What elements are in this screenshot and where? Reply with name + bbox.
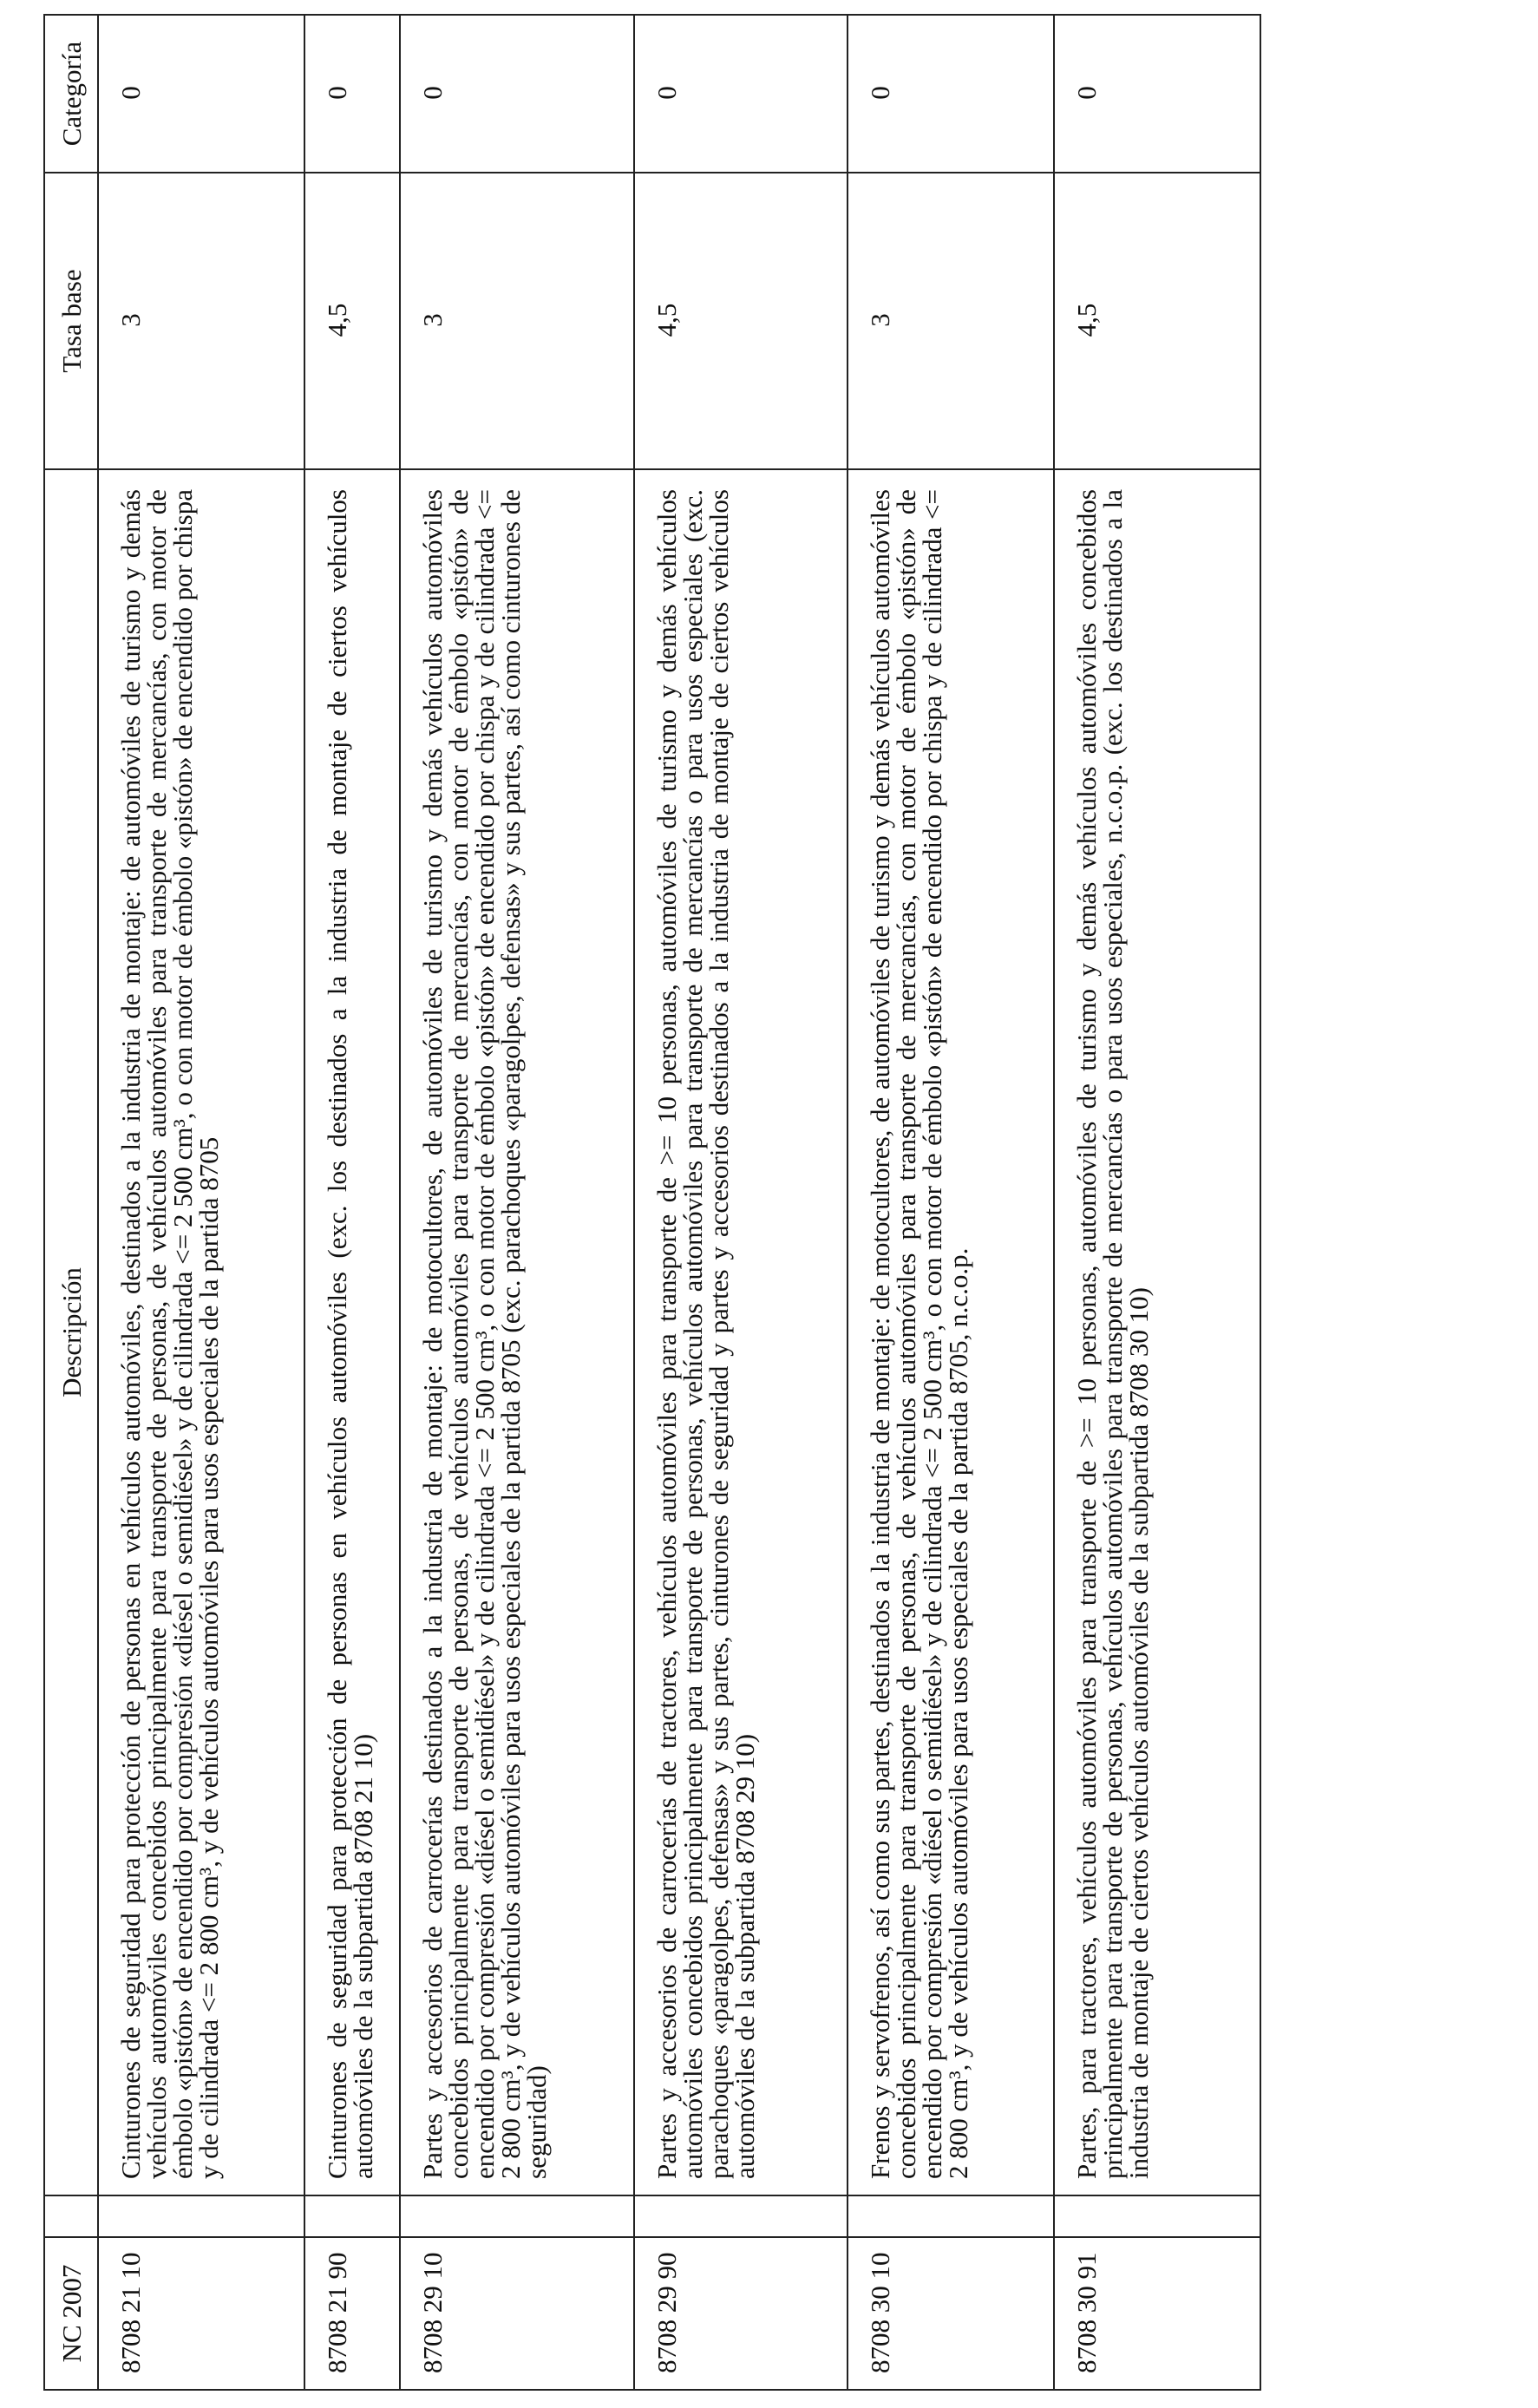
- cell-code: 8708 21 90: [304, 2237, 400, 2390]
- cell-code: 8708 21 10: [98, 2237, 304, 2390]
- cell-description: Cinturones de seguridad para protección de personas en vehículos automóviles (exc. los destinados a la industria de montaje de ciertos vehículos automóviles de la subpartida 8708 21 10): [304, 469, 400, 2195]
- cell-description: Frenos y servofrenos, así como sus partes, destinados a la industria de montaje: de motocultores, de automóviles de turismo y demás vehículos automóviles concebidos principalmente para transporte de personas, de vehículos automóviles para transporte de mercancías, con motor de émbolo «pistón» de encendido por compresión «diésel o semidiésel» y de cilindrada <= 2 500 cm³, o con motor de émbolo «pistón» de encendido por chispa y de cilindrada <= 2 800 cm³, y de vehículos automóviles para usos especiales de la partida 8705, n.c.o.p.: [848, 469, 1054, 2195]
- header-row: [44, 15, 98, 2390]
- table-row: [634, 15, 848, 2390]
- header-spacer: [44, 2195, 98, 2237]
- header-description: Descripción: [44, 469, 98, 2195]
- table-row: [98, 15, 304, 2390]
- cell-code: 8708 29 10: [400, 2237, 634, 2390]
- rotated-page: [43, 16, 1261, 2391]
- table-row: [848, 15, 1054, 2390]
- cell-description: Partes, para tractores, vehículos automóviles para transporte de >= 10 personas, automóviles de turismo y demás vehículos automóviles concebidos principalmente para transporte de personas, vehículos automóviles para transporte de mercancías o para usos especiales, n.c.o.p. (exc. los destinados a la industria de montaje de ciertos vehículos automóviles de la subpartida 8708 30 10): [1054, 469, 1260, 2195]
- cell-category: 0: [634, 15, 848, 173]
- cell-description: Cinturones de seguridad para protección de personas en vehículos automóviles, destinados a la industria de montaje: de automóviles de turismo y demás vehículos automóviles concebidos principalmente para transporte de personas, de vehículos automóviles para transporte de mercancías, con motor de émbolo «pistón» de encendido por compresión «diésel o semidiésel» y de cilindrada <= 2 500 cm³, o con motor de émbolo «pistón» de encendido por chispa y de cilindrada <= 2 800 cm³, y de vehículos automóviles para usos especiales de la partida 8705: [98, 469, 304, 2195]
- table-row: [1054, 15, 1260, 2390]
- cell-category: 0: [1054, 15, 1260, 173]
- cell-category: 0: [400, 15, 634, 173]
- cell-rate: 3: [98, 173, 304, 469]
- cell-spacer: [1054, 2195, 1260, 2237]
- cell-category: 0: [98, 15, 304, 173]
- cell-rate: 3: [400, 173, 634, 469]
- cell-spacer: [848, 2195, 1054, 2237]
- cell-description: Partes y accesorios de carrocerías destinados a la industria de montaje: de motocultores, de automóviles de turismo y demás vehículos automóviles concebidos principalmente para transporte de personas, de vehículos automóviles para transporte de mercancías, con motor de émbolo «pistón» de encendido por compresión «diésel o semidiésel» y de cilindrada <= 2 500 cm³, o con motor de émbolo «pistón» de encendido por chispa y de cilindrada <= 2 800 cm³, y de vehículos automóviles para usos especiales de la partida 8705 (exc. parachoques «paragolpes, defensas» y sus partes, así como cinturones de seguridad): [400, 469, 634, 2195]
- cell-rate: 4,5: [1054, 173, 1260, 469]
- cell-spacer: [98, 2195, 304, 2237]
- tariff-table: [43, 14, 1261, 2391]
- header-code: NC 2007: [44, 2237, 98, 2390]
- cell-spacer: [400, 2195, 634, 2237]
- cell-category: 0: [848, 15, 1054, 173]
- header-rate: Tasa base: [44, 173, 98, 469]
- table-row: [304, 15, 400, 2390]
- cell-rate: 3: [848, 173, 1054, 469]
- cell-rate: 4,5: [634, 173, 848, 469]
- cell-rate: 4,5: [304, 173, 400, 469]
- cell-code: 8708 30 10: [848, 2237, 1054, 2390]
- cell-category: 0: [304, 15, 400, 173]
- cell-spacer: [304, 2195, 400, 2237]
- cell-spacer: [634, 2195, 848, 2237]
- header-category: Categoría: [44, 15, 98, 173]
- cell-code: 8708 29 90: [634, 2237, 848, 2390]
- cell-description: Partes y accesorios de carrocerías de tractores, vehículos automóviles para transporte de >= 10 personas, automóviles de turismo y demás vehículos automóviles concebidos principalmente para transporte de personas, vehículos automóviles para transporte de mercancías o para usos especiales (exc. parachoques «paragolpes, defensas» y sus partes, cinturones de seguridad y partes y accesorios destinados a la industria de montaje de ciertos vehículos automóviles de la subpartida 8708 29 10): [634, 469, 848, 2195]
- cell-code: 8708 30 91: [1054, 2237, 1260, 2390]
- table-row: [400, 15, 634, 2390]
